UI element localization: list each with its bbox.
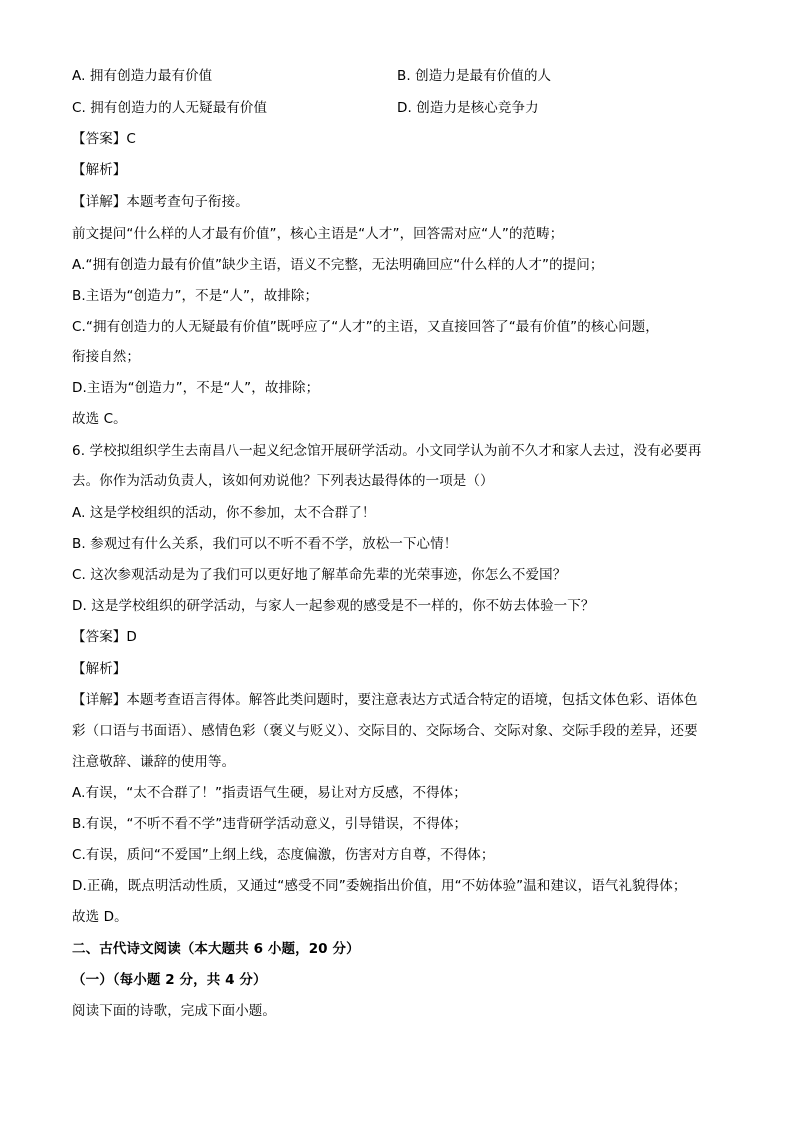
section-heading: 二、古代诗文阅读（本大题共 6 小题，20 分） — [72, 941, 360, 957]
q6-analysis-label: 【解析】 — [72, 661, 127, 677]
q5-detail-line: A.“拥有创造力最有价值”缺少主语，语义不完整，无法明确回应“什么样的人才”的提问； — [72, 257, 604, 273]
q6-detail-line: 彩（口语与书面语）、感情色彩（褒义与贬义）、交际目的、交际场合、交际对象、交际手段的差异，还要 — [72, 723, 698, 739]
q6-conclusion: 故选 D。 — [72, 909, 128, 925]
section-subheading: （一）（每小题 2 分，共 4 分） — [72, 972, 267, 988]
q5-detail-line: 前文提问“什么样的人才最有价值”，核心主语是“人才”，回答需对应“人”的范畴； — [72, 226, 564, 242]
q6-stem: 去。你作为活动负责人，该如何劝说他？下列表达最得体的一项是（） — [72, 473, 494, 489]
q6-option-c: C. 这次参观活动是为了我们可以更好地了解革命先辈的光荣事迹，你怎么不爱国？ — [72, 567, 567, 583]
q5-detail-line: 衔接自然； — [72, 349, 140, 365]
q5-analysis-label: 【解析】 — [72, 162, 127, 178]
q5-conclusion: 故选 C。 — [72, 411, 127, 427]
q6-detail-line: 【详解】本题考查语言得体。解答此类问题时，要注意表达方式适合特定的语境，包括文体色彩、语体色 — [72, 692, 698, 708]
q5-option-b: B. 创造力是最有价值的人 — [397, 68, 552, 84]
q6-answer: 【答案】D — [72, 629, 137, 645]
q5-detail-line: B.主语为“创造力”，不是“人”，故排除； — [72, 288, 319, 304]
q5-detail-line: 【详解】本题考查句子衔接。 — [72, 194, 249, 210]
q5-detail-line: C.“拥有创造力的人无疑最有价值”既呼应了“人才”的主语，又直接回答了“最有价值”的核心问题， — [72, 319, 659, 335]
q6-detail-line: A.有误，“太不合群了！”指责语气生硬，易让对方反感，不得体； — [72, 785, 467, 801]
q6-option-a: A. 这是学校组织的活动，你不参加，太不合群了！ — [72, 505, 376, 521]
q5-option-d: D. 创造力是核心竞争力 — [397, 100, 539, 116]
q6-option-b: B. 参观过有什么关系，我们可以不听不看不学，放松一下心情！ — [72, 536, 458, 552]
q5-option-c: C. 拥有创造力的人无疑最有价值 — [72, 100, 268, 116]
section-instruction: 阅读下面的诗歌，完成下面小题。 — [72, 1003, 276, 1019]
q6-stem: 6. 学校拟组织学生去南昌八一起义纪念馆开展研学活动。小文同学认为前不久才和家人去过，没有必要再 — [72, 443, 702, 459]
q6-detail-line: C.有误，质问“不爱国”上纲上线，态度偏激，伤害对方自尊，不得体； — [72, 847, 495, 863]
q6-detail-line: B.有误，“不听不看不学”违背研学活动意义，引导错误，不得体； — [72, 816, 468, 832]
q5-option-a: A. 拥有创造力最有价值 — [72, 68, 213, 84]
q6-detail-line: 注意敬辞、谦辞的使用等。 — [72, 754, 236, 770]
q5-detail-line: D.主语为“创造力”，不是“人”，故排除； — [72, 380, 320, 396]
q5-answer: 【答案】C — [72, 131, 136, 147]
q6-detail-line: D.正确，既点明活动性质，又通过“感受不同”委婉指出价值，用“不妨体验”温和建议，语气礼貌得体； — [72, 878, 687, 894]
q6-option-d: D. 这是学校组织的研学活动，与家人一起参观的感受是不一样的，你不妨去体验一下？ — [72, 598, 595, 614]
